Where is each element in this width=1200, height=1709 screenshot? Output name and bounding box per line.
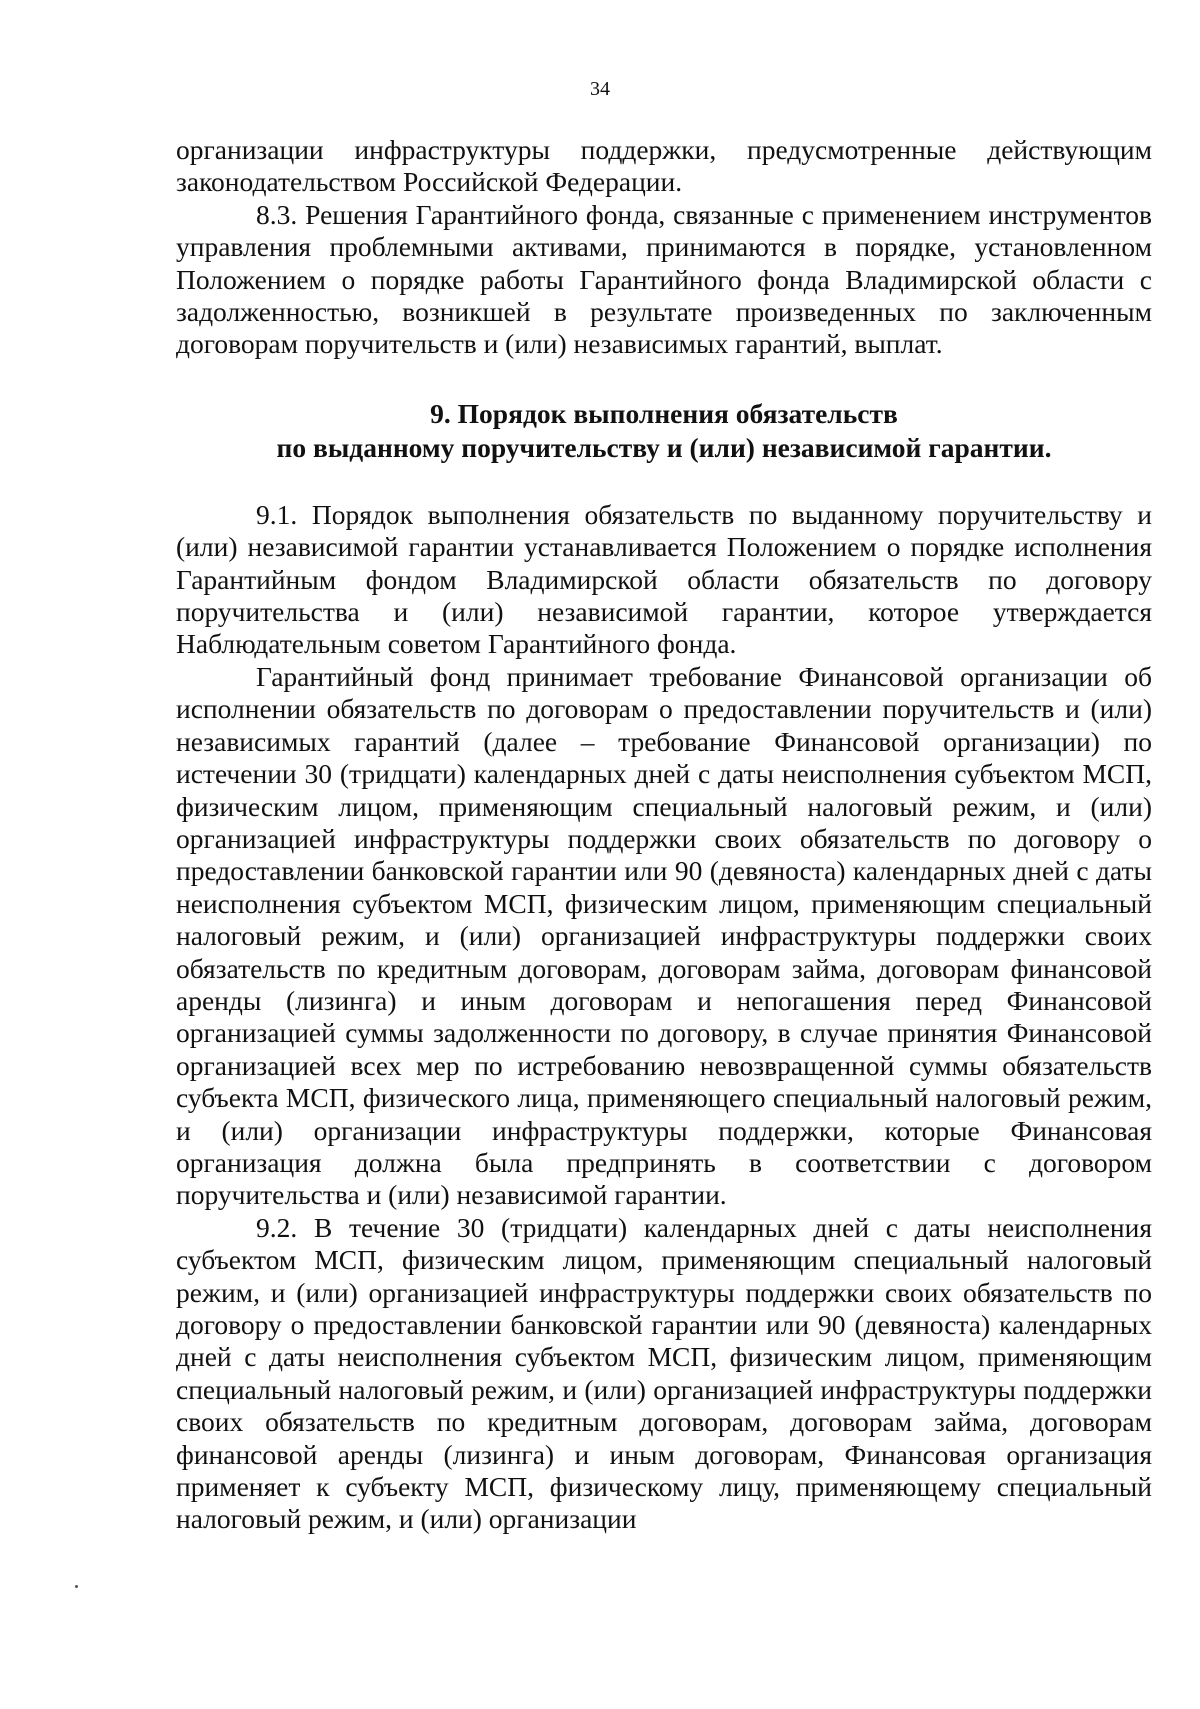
document-body [176, 134, 1152, 1536]
paragraph-9-2: 9.2. В течение 30 (тридцати) календарных дней с даты неисполнения субъектом МСП, физическим лицом, применяющим специальный налоговый режим, и (или) организацией инфраструктуры поддержки своих обязательств по договору о предоставлении банковской гарантии или 90 (девяноста) календарных дней с даты неисполнения субъектом МСП, физическим лицом, применяющим специальный налоговый режим, и (или) организацией инфраструктуры поддержки своих обязательств по кредитным договорам, договорам займа, договорам финансовой аренды (лизинга) и иным договорам, Финансовая организация применяет к субъекту МСП, физическому лицу, применяющему специальный налоговый режим, и (или) организации [176, 1211, 1152, 1535]
paragraph-guarantee-fund: Гарантийный фонд принимает требование Финансовой организации об исполнении обязательств по договорам о предоставлении поручительств и (или) независимых гарантий (далее – требование Финансовой организации) по истечении 30 (тридцати) календарных дней с даты неисполнения субъектом МСП, физическим лицом, применяющим специальный налоговый режим, и (или) организацией инфраструктуры поддержки своих обязательств по договору о предоставлении банковской гарантии или 90 (девяноста) календарных дней с даты неисполнения субъектом МСП, физическим лицом, применяющим специальный налоговый режим, и (или) организацией инфраструктуры поддержки своих обязательств по кредитным договорам, договорам займа, договорам финансовой аренды (лизинга) и иным договорам и непогашения перед Финансовой организацией суммы задолженности по договору, в случае принятия Финансовой организацией всех мер по истребованию невозвращенной суммы обязательств субъекта МСП, физического лица, применяющего специальный налоговый режим, и (или) организации инфраструктуры поддержки, которые Финансовая организация должна была предпринять в соответствии с договором поручительства и (или) независимой гарантии. [176, 660, 1152, 1211]
section-heading-line-1: 9. Порядок выполнения обязательств [430, 397, 898, 429]
page-number: 34 [590, 78, 610, 100]
scan-speck [75, 1585, 78, 1588]
section-heading-line-2: по выданному поручительству и (или) независимой гарантии. [276, 431, 1052, 463]
paragraph-8-3: 8.3. Решения Гарантийного фонда, связанные с применением инструментов управления проблемными активами, принимаются в порядке, установленном Положением о порядке работы Гарантийного фонда Владимирской области с задолженностью, возникшей в результате произведенных по заключенным договорам поручительств и (или) независимых гарантий, выплат. [176, 198, 1152, 360]
paragraph-9-1: 9.1. Порядок выполнения обязательств по выданному поручительству и (или) независимой гарантии устанавливается Положением о порядке исполнения Гарантийным фондом Владимирской области обязательств по договору поручительства и (или) независимой гарантии, которое утверждается Наблюдательным советом Гарантийного фонда. [176, 498, 1152, 660]
section-heading [176, 397, 1152, 465]
paragraph-continuation: организации инфраструктуры поддержки, предусмотренные действующим законодательством Российской Федерации. [176, 134, 1152, 198]
